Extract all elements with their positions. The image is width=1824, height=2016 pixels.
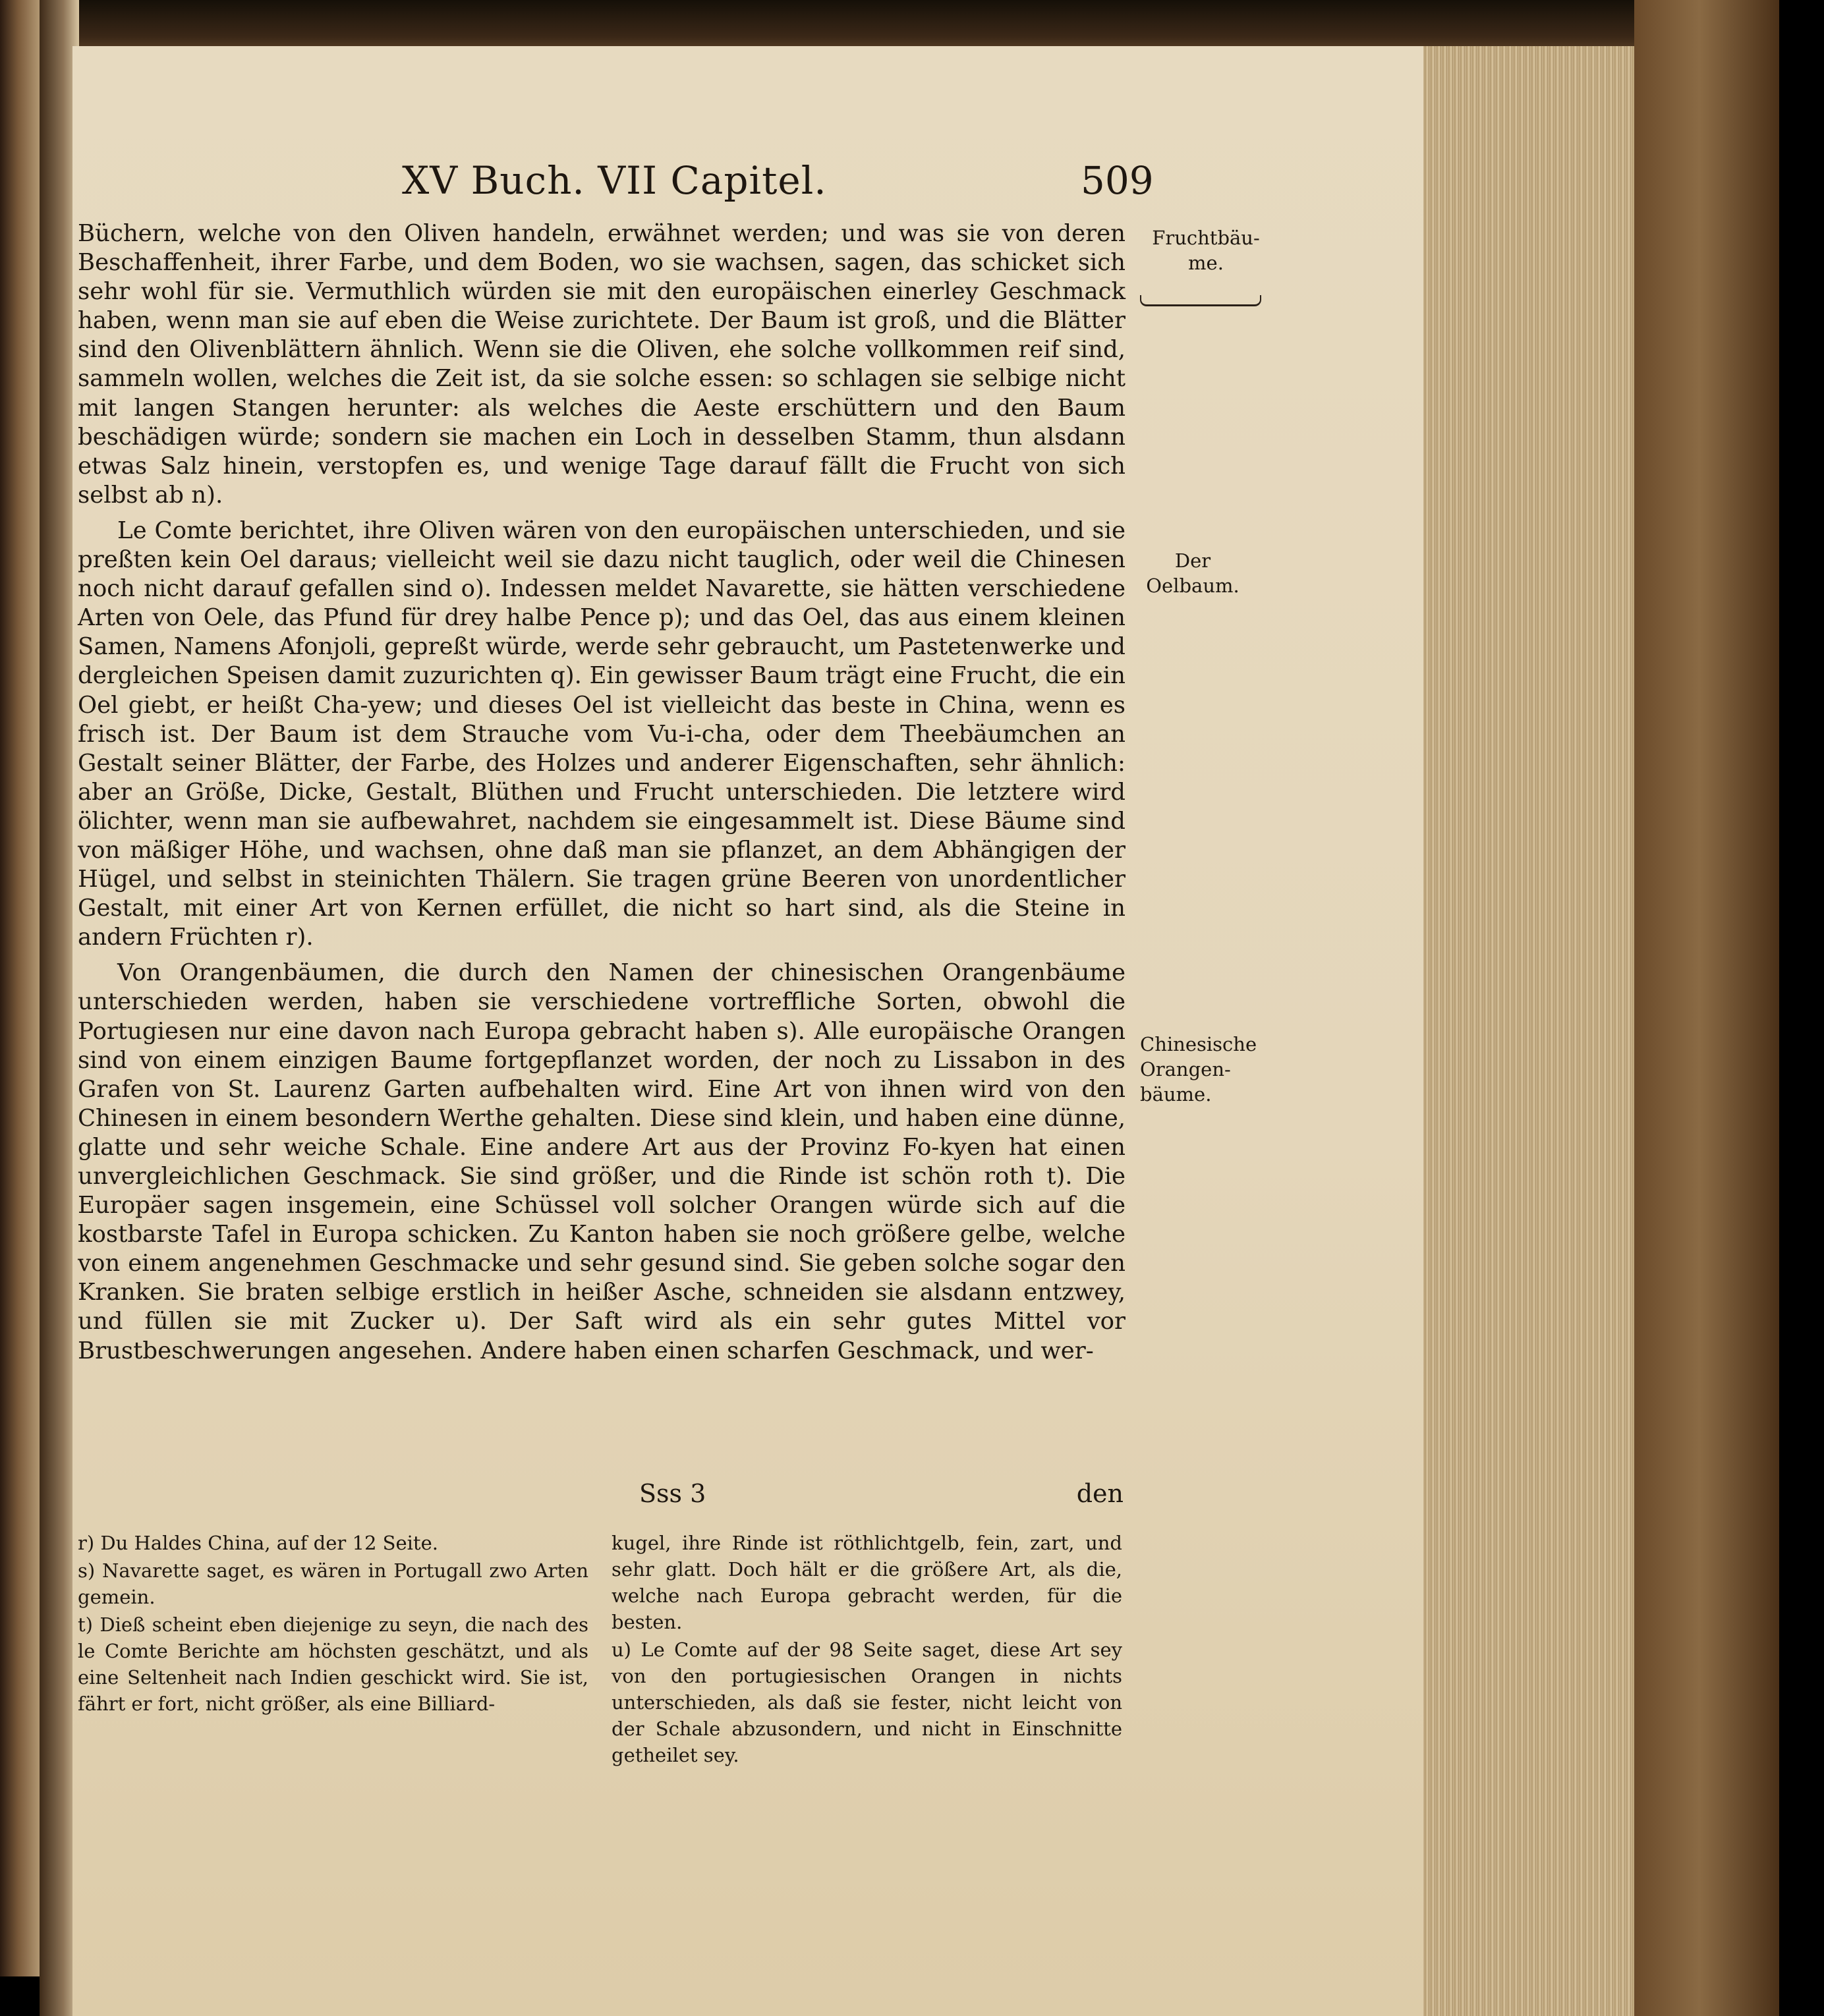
footnote: r) Du Haldes China, auf der 12 Seite.	[78, 1532, 438, 1554]
margin-note-bracket	[1140, 295, 1261, 306]
footnote-column-right	[612, 1530, 1122, 1770]
margin-note-fruchtbaeume	[1143, 225, 1268, 275]
margin-note-orangen	[1140, 1032, 1257, 1107]
margin-note-line: Orangen-	[1140, 1058, 1231, 1080]
body-text	[78, 219, 1126, 1366]
margin-note-line: me.	[1188, 252, 1224, 274]
running-head-title: XV Buch. VII Capitel.	[402, 158, 827, 203]
margin-note-line: Fruchtbäu-	[1152, 227, 1260, 249]
footnote: kugel, ihre Rinde ist röthlichtgelb, fein, zart, und sehr glatt. Doch hält er die größere Art, als die, welche nach Europa gebracht werden, für die besten.	[612, 1532, 1122, 1633]
paragraph-oil: Le Comte berichtet, ihre Oliven wären von den europäischen unterschieden, und sie preßten kein Oel daraus; vielleicht weil sie dazu nicht tauglich, oder weil die Chinesen noch nicht darauf gefallen sind o). Indessen meldet Navarette, sie hätten verschiedene Arten von Oele, das Pfund für drey halbe Pence p); und das Oel, das aus einem kleinen Samen, Namens Afonjoli, gepreßt würde, werde sehr gebraucht, um Pastetenwerke und dergleichen Speisen damit zuzurichten q). Ein gewisser Baum trägt eine Frucht, die ein Oel giebt, er heißt Cha-yew; und dieses Oel ist vielleicht das beste in China, wenn es frisch ist. Der Baum ist dem Strauche vom Vu-i-cha, oder dem Theebäumchen an Gestalt seiner Blätter, der Farbe, des Holzes und anderer Eigenschaften, sehr ähnlich: aber an Größe, Dicke, Gestalt, Blüthen und Frucht unterschieden. Die letztere wird ölichter, wenn man sie aufbewahret, nachdem sie eingesammelt ist. Diese Bäume sind von mäßiger Höhe, und wachsen, ohne daß man sie pflanzet, an dem Abhängigen der Hügel, und selbst in steinichten Thälern. Sie tragen grüne Beeren von unordentlicher Gestalt, mit einer Art von Kernen erfüllet, die nicht so hart sind, als die Steine in andern Früchten r).	[78, 517, 1126, 951]
margin-note-oelbaum	[1143, 548, 1242, 598]
margin-note-line: Der	[1174, 549, 1211, 572]
catchword: den	[1076, 1479, 1124, 1508]
footnote-column-left	[78, 1530, 588, 1718]
signature-mark: Sss 3	[639, 1479, 706, 1508]
margin-note-line: Oelbaum.	[1146, 574, 1240, 597]
running-head	[198, 158, 1154, 211]
page-number: 509	[1081, 158, 1154, 203]
paragraph-olives: Büchern, welche von den Oliven handeln, erwähnet werden; und was sie von deren Beschaffenheit, ihrer Farbe, und dem Boden, wo sie wachsen, sagen, das schicket sich sehr wohl für sie. Vermuthlich würden sie mit den europäischen einerley Geschmack haben, wenn man sie auf eben die Weise zurichtete. Der Baum ist groß, und die Blätter sind den Olivenblättern ähnlich. Wenn sie die Oliven, ehe solche vollkommen reif sind, sammeln wollen, welches die Zeit ist, da sie solche essen: so schlagen sie selbige nicht mit langen Stangen herunter: als welches die Aeste erschüttern und den Baum beschädigen würde; sondern sie machen ein Loch in desselben Stamm, thun alsdann etwas Salz hinein, verstopfen es, und wenige Tage darauf fällt die Frucht von sich selbst ab n).	[78, 220, 1126, 509]
footnote: s) Navarette saget, es wären in Portugall zwo Arten gemein.	[78, 1559, 588, 1608]
margin-note-line: bäume.	[1140, 1083, 1212, 1106]
paragraph-oranges: Von Orangenbäumen, die durch den Namen der chinesischen Orangenbäume unterschieden werden, haben sie verschiedene vortreffliche Sorten, obwohl die Portugiesen nur eine davon nach Europa gebracht haben s). Alle europäische Orangen sind von einem einzigen Baume fortgepflanzet worden, der noch zu Lissabon in des Grafen von St. Laurenz Garten aufbehalten wird. Eine Art von ihnen wird von den Chinesen in einem besondern Werthe gehalten. Diese sind klein, und haben eine dünne, glatte und sehr weiche Schale. Eine andere Art aus der Provinz Fo-kyen hat einen unvergleichlichen Geschmack. Sie sind größer, und die Rinde ist schön roth t). Die Europäer sagen insgemein, eine Schüssel voll solcher Orangen würde sich auf die kostbarste Tafel in Europa schicken. Zu Kanton haben sie noch größere gelbe, welche von einem angenehmen Geschmacke und sehr gesund sind. Sie geben solche sogar den Kranken. Sie braten selbige erstlich in heißer Asche, schneiden sie alsdann entzwey, und füllen sie mit Zucker u). Der Saft wird als ein sehr gutes Mittel vor Brustbeschwerungen angesehen. Andere haben einen scharfen Geschmack, und wer-	[78, 959, 1126, 1364]
margin-note-line: Chinesische	[1140, 1033, 1257, 1055]
signature-line	[593, 1479, 1124, 1512]
footnote: t) Dieß scheint eben diejenige zu seyn, die nach des le Comte Berichte am höchsten geschätzt, und als eine Seltenheit nach Indien geschickt wird. Sie ist, fährt er fort, nicht größer, als eine Billiard-	[78, 1613, 588, 1715]
footnote: u) Le Comte auf der 98 Seite saget, diese Art sey von den portugiesischen Orangen in nichts unterschieden, als daß sie fester, nicht leicht von der Schale abzusondern, und nicht in Einschnitte getheilet sey.	[612, 1638, 1122, 1766]
